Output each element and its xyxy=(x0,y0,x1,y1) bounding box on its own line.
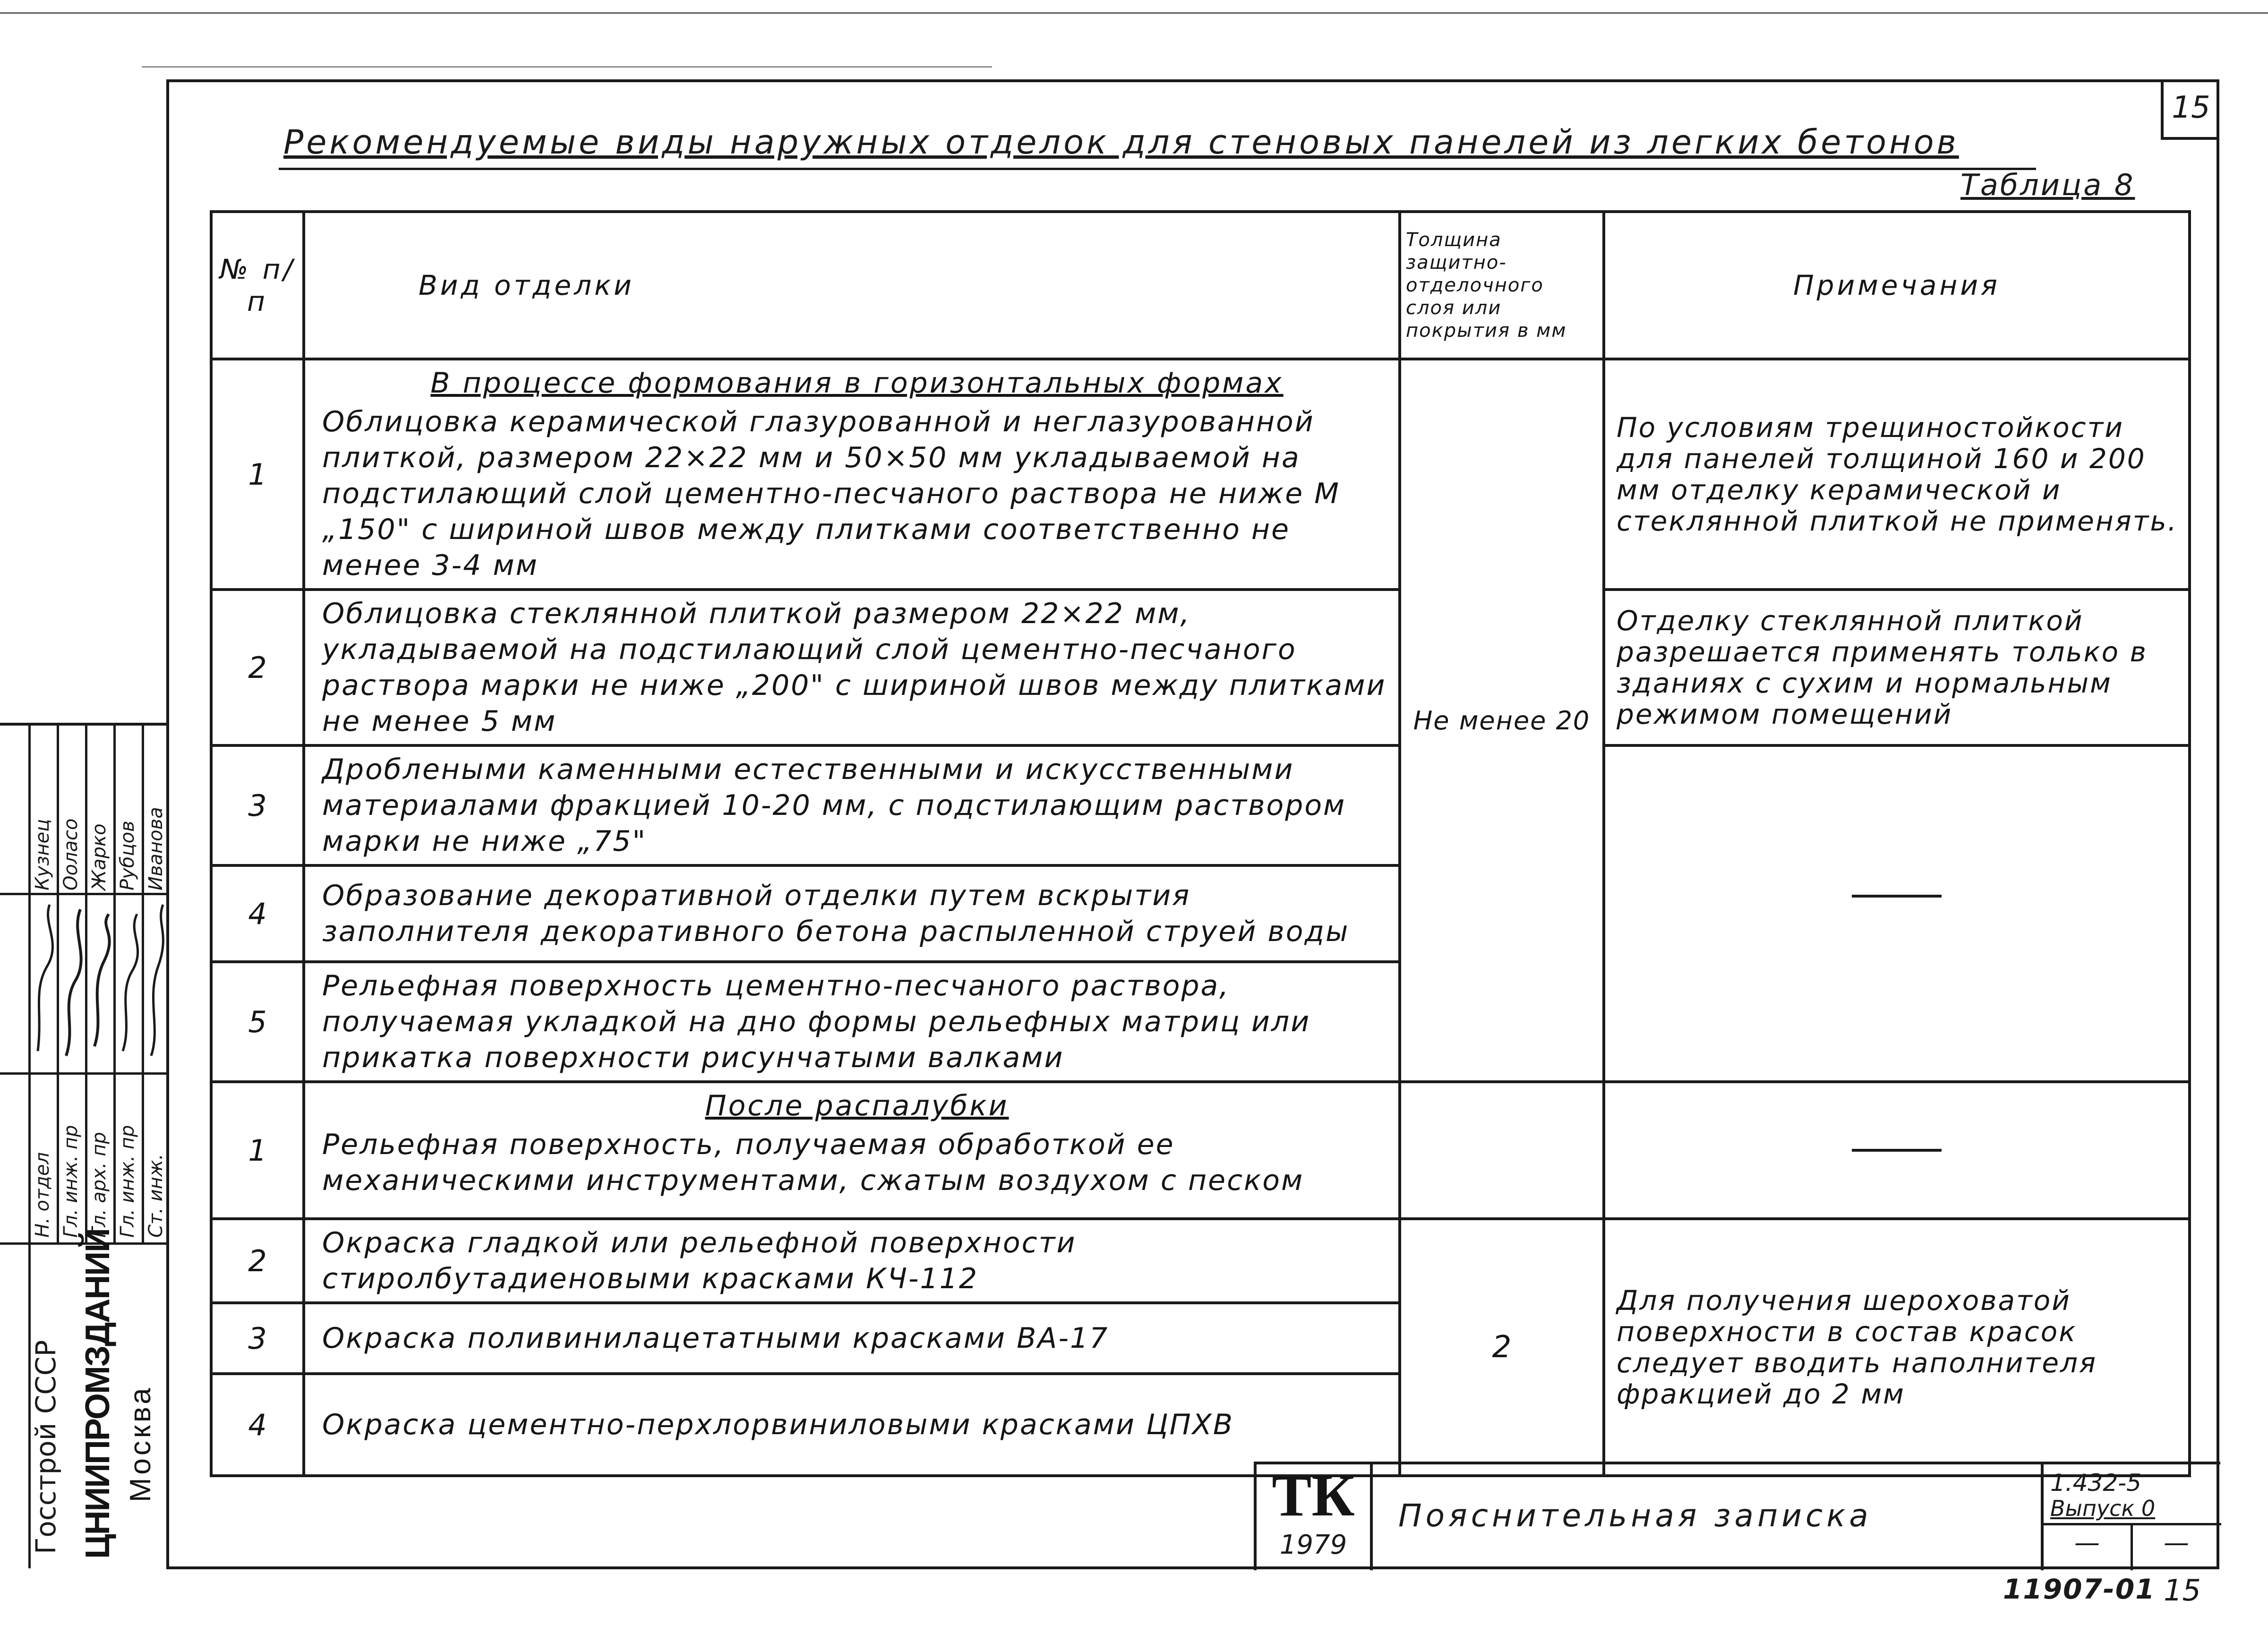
org-name-1: Госстрой СССР xyxy=(30,1340,62,1554)
table-label: Таблица 8 xyxy=(1960,168,2135,202)
row-text: Окраска цементно-перхлорвиниловыми красками ЦПХВ xyxy=(304,1374,1400,1476)
row-number: 4 xyxy=(211,1374,304,1476)
tk-mark: ТК xyxy=(1272,1463,1355,1529)
table-row xyxy=(211,1219,2190,1303)
inventory-number: 11907-01 xyxy=(2003,1573,2156,1605)
row-description xyxy=(304,1082,1400,1219)
table-row xyxy=(211,590,2190,745)
header-thickness: Толщина защитно-отделочного слоя или покрытия в мм xyxy=(1400,212,1604,359)
row-text: Облицовка керамической глазурованной и неглазурованной плиткой, размером 22×22 мм и 50×50 мм укладываемой на подстилающий слой цементно-песчаного раствора не ниже М „150" с шириной швов между плитками соответственно не менее 3-4 мм xyxy=(322,405,1340,582)
title-block-divider-1 xyxy=(1370,1464,1373,1570)
row-number: 1 xyxy=(211,359,304,590)
header-num: № п/п xyxy=(211,212,304,359)
thickness-group-2: 2 xyxy=(1400,1219,1604,1476)
stamp-name: Иванова xyxy=(145,807,167,890)
title-block xyxy=(1254,1462,2220,1570)
page-number: 15 xyxy=(2172,90,2210,125)
finishes-table xyxy=(210,210,2191,1477)
stamp-name: Рубцов xyxy=(117,821,138,890)
thickness-empty xyxy=(1400,1082,1604,1219)
note-cell-empty xyxy=(1604,745,2190,1082)
stamp-name: Жарко xyxy=(88,823,110,890)
row-text: Рельефная поверхность цементно-песчаного раствора, получаемая укладкой на дно формы рельефных матриц или прикатка поверхности рисунчатыми валками xyxy=(304,962,1400,1082)
dash-cell-2: — xyxy=(2164,1528,2189,1557)
section-heading: В процессе формования в горизонтальных формах xyxy=(430,367,1284,400)
row-number: 2 xyxy=(211,590,304,745)
top-scan-line-2 xyxy=(142,66,992,68)
table-row xyxy=(211,359,2190,590)
header-type: Вид отделки xyxy=(304,212,1400,359)
stamp-role: Гл. арх. пр xyxy=(88,1132,110,1238)
row-number: 3 xyxy=(211,1303,304,1374)
note-cell: По условиям трещиностойкости для панелей толщиной 160 и 200 мм отделку керамической и стеклянной плиткой не применять. xyxy=(1604,359,2190,590)
sheet-number: 15 xyxy=(2164,1573,2201,1608)
note-dash xyxy=(1852,895,1942,898)
doc-title: Пояснительная записка xyxy=(1398,1497,1872,1534)
row-number: 2 xyxy=(211,1219,304,1303)
row-text: Окраска гладкой или рельефной поверхности стиролбутадиеновыми красками КЧ-112 xyxy=(304,1219,1400,1303)
page-number-box xyxy=(2161,80,2218,140)
stamp-name: Кузнец xyxy=(32,819,53,890)
top-scan-line xyxy=(0,12,2268,14)
doc-issue: Выпуск 0 xyxy=(2050,1496,2156,1521)
table-row xyxy=(211,745,2190,865)
row-number: 5 xyxy=(211,962,304,1082)
header-notes: Примечания xyxy=(1604,212,2190,359)
table-row xyxy=(211,1082,2190,1219)
signatures xyxy=(28,895,168,1072)
stamp-role: Ст. инж. xyxy=(145,1154,167,1238)
row-description xyxy=(304,359,1400,590)
row-number: 4 xyxy=(211,865,304,962)
row-text: Облицовка стеклянной плиткой размером 22×22 мм, укладываемой на подстилающий слой цементно-песчаного раствора марки не ниже „200" с шириной швов между плитками не менее 5 мм xyxy=(304,590,1400,745)
section-heading: После распалубки xyxy=(705,1089,1009,1122)
row-text: Образование декоративной отделки путем вскрытия заполнителя декоративного бетона распыленной струей воды xyxy=(304,865,1400,962)
stamp-name: Ооласо xyxy=(60,818,82,890)
row-number: 3 xyxy=(211,745,304,865)
page-title: Рекомендуемые виды наружных отделок для стеновых панелей из легких бетонов xyxy=(283,123,1959,162)
title-underline xyxy=(279,168,2036,170)
frame-right xyxy=(2217,79,2219,1568)
dash-cell-1: — xyxy=(2074,1528,2100,1557)
row-text: Окраска поливинилацетатными красками ВА-17 xyxy=(304,1303,1400,1374)
stamp-role: Гл. инж. пр xyxy=(60,1125,82,1238)
row-number: 1 xyxy=(211,1082,304,1219)
note-cell: Для получения шероховатой поверхности в состав красок следует вводить наполнителя фракцией до 2 мм xyxy=(1604,1219,2190,1476)
org-city: Москва xyxy=(124,1385,157,1502)
doc-code: 1.432-5 xyxy=(2050,1469,2141,1497)
note-dash xyxy=(1852,1149,1942,1152)
row-text: Рельефная поверхность, получаемая обработкой ее механическими инструментами, сжатым воздухом с песком xyxy=(322,1128,1304,1197)
year: 1979 xyxy=(1279,1530,1347,1560)
side-stamp xyxy=(0,723,168,1568)
header-row xyxy=(211,212,2190,359)
frame-top xyxy=(166,79,2219,82)
org-name-2: ЦНИИПРОМЗДАНИЙ xyxy=(79,1229,117,1559)
row-text: Дроблеными каменными естественными и искусственными материалами фракцией 10-20 мм, с подстилающим раствором марки не ниже „75" xyxy=(304,745,1400,865)
stamp-role: Н. отдел xyxy=(32,1152,53,1238)
thickness-group-1: Не менее 20 xyxy=(1400,359,1604,1082)
note-cell: Отделку стеклянной плиткой разрешается применять только в зданиях с сухим и нормальным режимом помещений xyxy=(1604,590,2190,745)
note-cell-empty xyxy=(1604,1082,2190,1219)
stamp-role: Гл. инж. пр xyxy=(117,1125,138,1238)
